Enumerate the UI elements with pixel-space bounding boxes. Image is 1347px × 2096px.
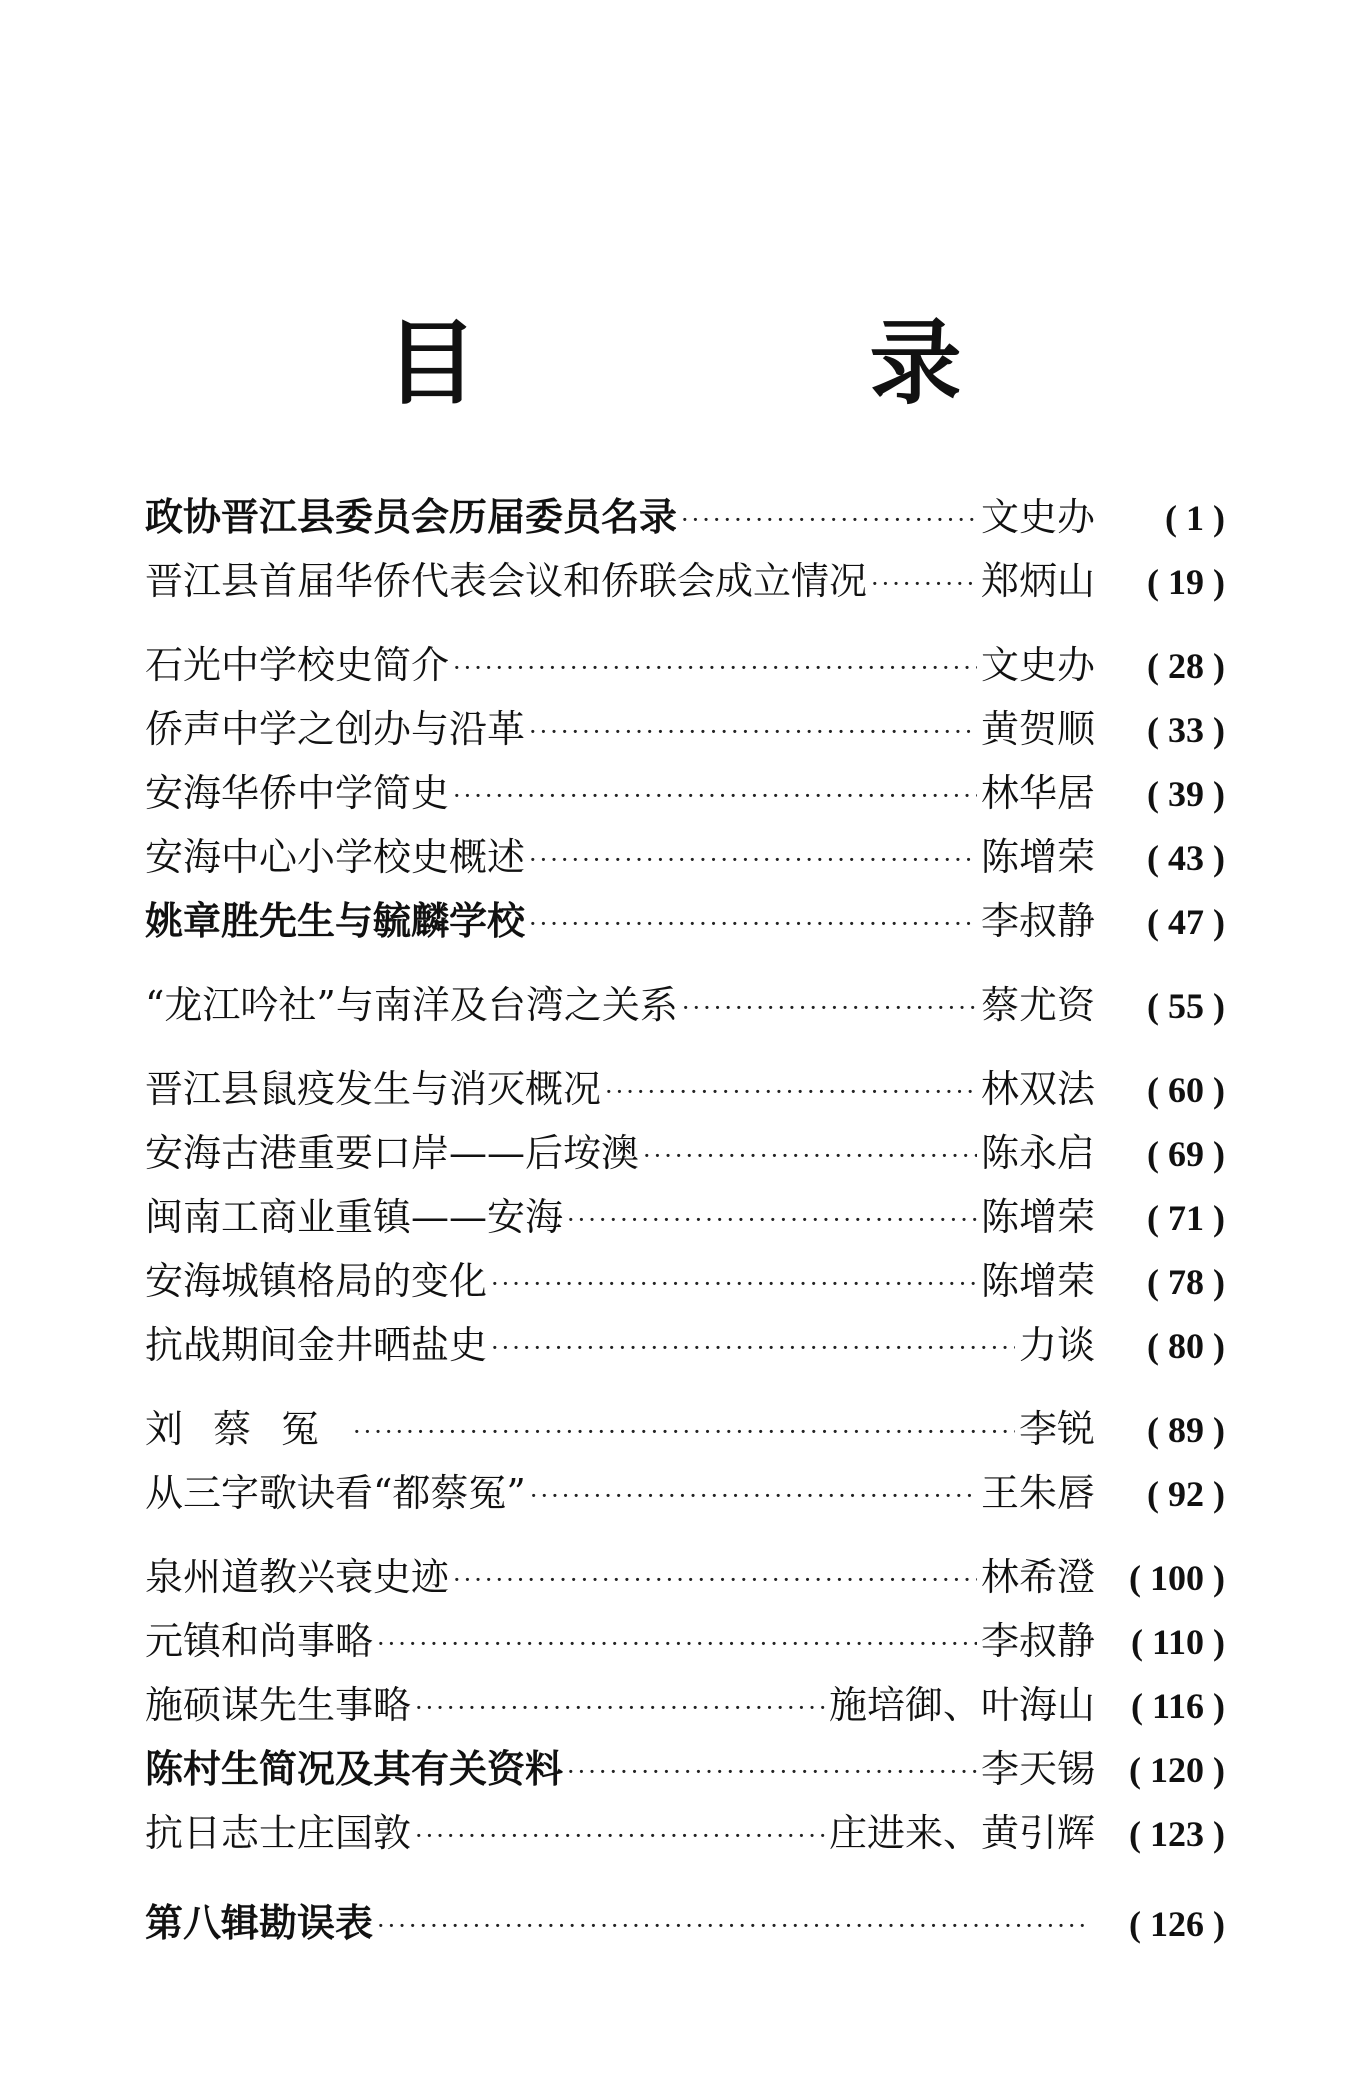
toc-entry-title: 第八辑勘误表 — [145, 1900, 374, 1945]
toc-entry-title: 晋江县首届华侨代表会议和侨联会成立情况 — [145, 559, 868, 603]
toc-entry — [145, 486, 1225, 550]
dot-leader — [682, 988, 977, 1026]
toc-entry-title: 晋江县鼠疫发生与消灭概况 — [145, 1067, 602, 1111]
dot-leader — [377, 1624, 977, 1662]
toc-entry — [145, 1892, 1225, 1956]
dot-leader — [491, 1328, 1015, 1366]
toc-entry-title: 安海城镇格局的变化 — [145, 1259, 488, 1303]
toc-entry-page: ( 71 ) — [1147, 1198, 1225, 1238]
toc-entry-author: 力谈 — [1018, 1323, 1095, 1367]
toc-entry — [145, 698, 1225, 762]
toc-entry — [145, 762, 1225, 826]
toc-entry-page: ( 43 ) — [1147, 838, 1225, 878]
table-of-contents — [145, 486, 1225, 1956]
toc-entry-page: ( 39 ) — [1147, 774, 1225, 814]
toc-entry — [145, 1250, 1225, 1314]
toc-entry-title: 石光中学校史简介 — [145, 643, 450, 687]
toc-entry — [145, 826, 1225, 890]
toc-entry-page: ( 78 ) — [1147, 1262, 1225, 1302]
toc-entry-author: 文史办 — [980, 643, 1095, 687]
toc-entry-author: 李锐 — [1018, 1407, 1095, 1451]
toc-entry-author: 陈增荣 — [980, 835, 1095, 879]
toc-entry-title: 安海华侨中学简史 — [145, 771, 450, 815]
toc-entry-page: ( 33 ) — [1147, 710, 1225, 750]
dot-leader — [530, 1476, 977, 1514]
toc-entry-author: 蔡尤资 — [980, 983, 1095, 1027]
dot-leader — [415, 1816, 825, 1854]
toc-entry-title: 抗日志士庄国敦 — [145, 1811, 412, 1855]
toc-entry-author: 李叔静 — [980, 1619, 1095, 1663]
toc-entry-author: 黄贺顺 — [980, 707, 1095, 751]
toc-entry-page: ( 116 ) — [1131, 1686, 1225, 1726]
toc-entry-page: ( 89 ) — [1147, 1410, 1225, 1450]
toc-entry-author: 文史办 — [980, 495, 1095, 539]
toc-entry — [145, 890, 1225, 954]
toc-entry-author: 李叔静 — [980, 899, 1095, 943]
toc-entry-author: 庄进来、黄引辉 — [828, 1811, 1095, 1855]
toc-entry-title: 陈村生简况及其有关资料 — [145, 1746, 564, 1791]
toc-entry-author: 陈永启 — [980, 1131, 1095, 1175]
dot-leader — [529, 840, 977, 878]
dot-leader — [681, 500, 977, 538]
dot-leader — [643, 1136, 977, 1174]
toc-entry — [145, 1398, 1225, 1462]
toc-entry — [145, 1058, 1225, 1122]
toc-entry-title: 泉州道教兴衰史迹 — [145, 1555, 450, 1599]
dot-leader — [567, 1752, 977, 1790]
toc-entry-author: 陈增荣 — [980, 1259, 1095, 1303]
toc-entry — [145, 1674, 1225, 1738]
toc-entry-author: 王朱唇 — [980, 1471, 1095, 1515]
toc-entry-title: 从三字歌诀看“都蔡冤” — [145, 1471, 526, 1515]
toc-entry-page: ( 47 ) — [1147, 902, 1225, 942]
toc-entry — [145, 550, 1225, 614]
toc-entry-page: ( 123 ) — [1129, 1814, 1225, 1854]
dot-leader — [491, 1264, 977, 1302]
toc-entry-page: ( 126 ) — [1129, 1904, 1225, 1944]
toc-entry-title: 政协晋江县委员会历届委员名录 — [145, 494, 678, 539]
toc-entry-title: 侨声中学之创办与沿革 — [145, 707, 526, 751]
toc-entry-title: 元镇和尚事略 — [145, 1619, 374, 1663]
dot-leader — [871, 564, 977, 602]
dot-leader — [567, 1200, 977, 1238]
toc-entry — [145, 1186, 1225, 1250]
toc-entry-author: 陈增荣 — [980, 1195, 1095, 1239]
toc-entry-page: ( 110 ) — [1131, 1622, 1225, 1662]
toc-entry-author: 林华居 — [980, 771, 1095, 815]
dot-leader — [453, 648, 977, 686]
toc-entry-author: 施培御、叶海山 — [828, 1683, 1095, 1727]
toc-entry — [145, 1802, 1225, 1866]
dot-leader — [453, 776, 977, 814]
toc-entry-page: ( 69 ) — [1147, 1134, 1225, 1174]
toc-entry — [145, 1610, 1225, 1674]
toc-entry — [145, 974, 1225, 1038]
toc-entry-page: ( 28 ) — [1147, 646, 1225, 686]
toc-entry-page: ( 19 ) — [1147, 562, 1225, 602]
dot-leader — [415, 1688, 825, 1726]
toc-entry — [145, 1546, 1225, 1610]
toc-entry-page: ( 60 ) — [1147, 1070, 1225, 1110]
toc-entry — [145, 1122, 1225, 1186]
toc-entry-title: 安海中心小学校史概述 — [145, 835, 526, 879]
toc-entry-page: ( 100 ) — [1129, 1558, 1225, 1598]
dot-leader — [529, 712, 977, 750]
toc-entry-title: 刘蔡冤 — [145, 1407, 350, 1451]
toc-entry-author: 林双法 — [980, 1067, 1095, 1111]
toc-entry-title: 姚章胜先生与毓麟学校 — [145, 898, 526, 943]
page-title: 目 录 — [385, 310, 1112, 417]
dot-leader — [529, 904, 977, 942]
toc-entry-page: ( 80 ) — [1147, 1326, 1225, 1366]
toc-entry-title: 施硕谋先生事略 — [145, 1683, 412, 1727]
toc-entry-author: 林希澄 — [980, 1555, 1095, 1599]
toc-entry-title: 闽南工商业重镇——安海 — [145, 1195, 564, 1239]
dot-leader — [605, 1072, 977, 1110]
toc-entry-title: 安海古港重要口岸——后垵澳 — [145, 1131, 640, 1175]
dot-leader — [377, 1906, 1091, 1944]
toc-entry-title: 抗战期间金井晒盐史 — [145, 1323, 488, 1367]
toc-entry — [145, 634, 1225, 698]
toc-entry — [145, 1738, 1225, 1802]
toc-entry-author: 李天锡 — [980, 1747, 1095, 1791]
toc-entry-title: “龙江吟社”与南洋及台湾之关系 — [145, 983, 678, 1027]
toc-entry-page: ( 120 ) — [1129, 1750, 1225, 1790]
toc-entry-page: ( 55 ) — [1147, 986, 1225, 1026]
toc-entry-author: 郑炳山 — [980, 559, 1095, 603]
dot-leader — [453, 1560, 977, 1598]
toc-entry — [145, 1462, 1225, 1526]
toc-entry-page: ( 92 ) — [1147, 1474, 1225, 1514]
toc-entry — [145, 1314, 1225, 1378]
toc-entry-page: ( 1 ) — [1165, 498, 1225, 538]
dot-leader — [353, 1412, 1015, 1450]
